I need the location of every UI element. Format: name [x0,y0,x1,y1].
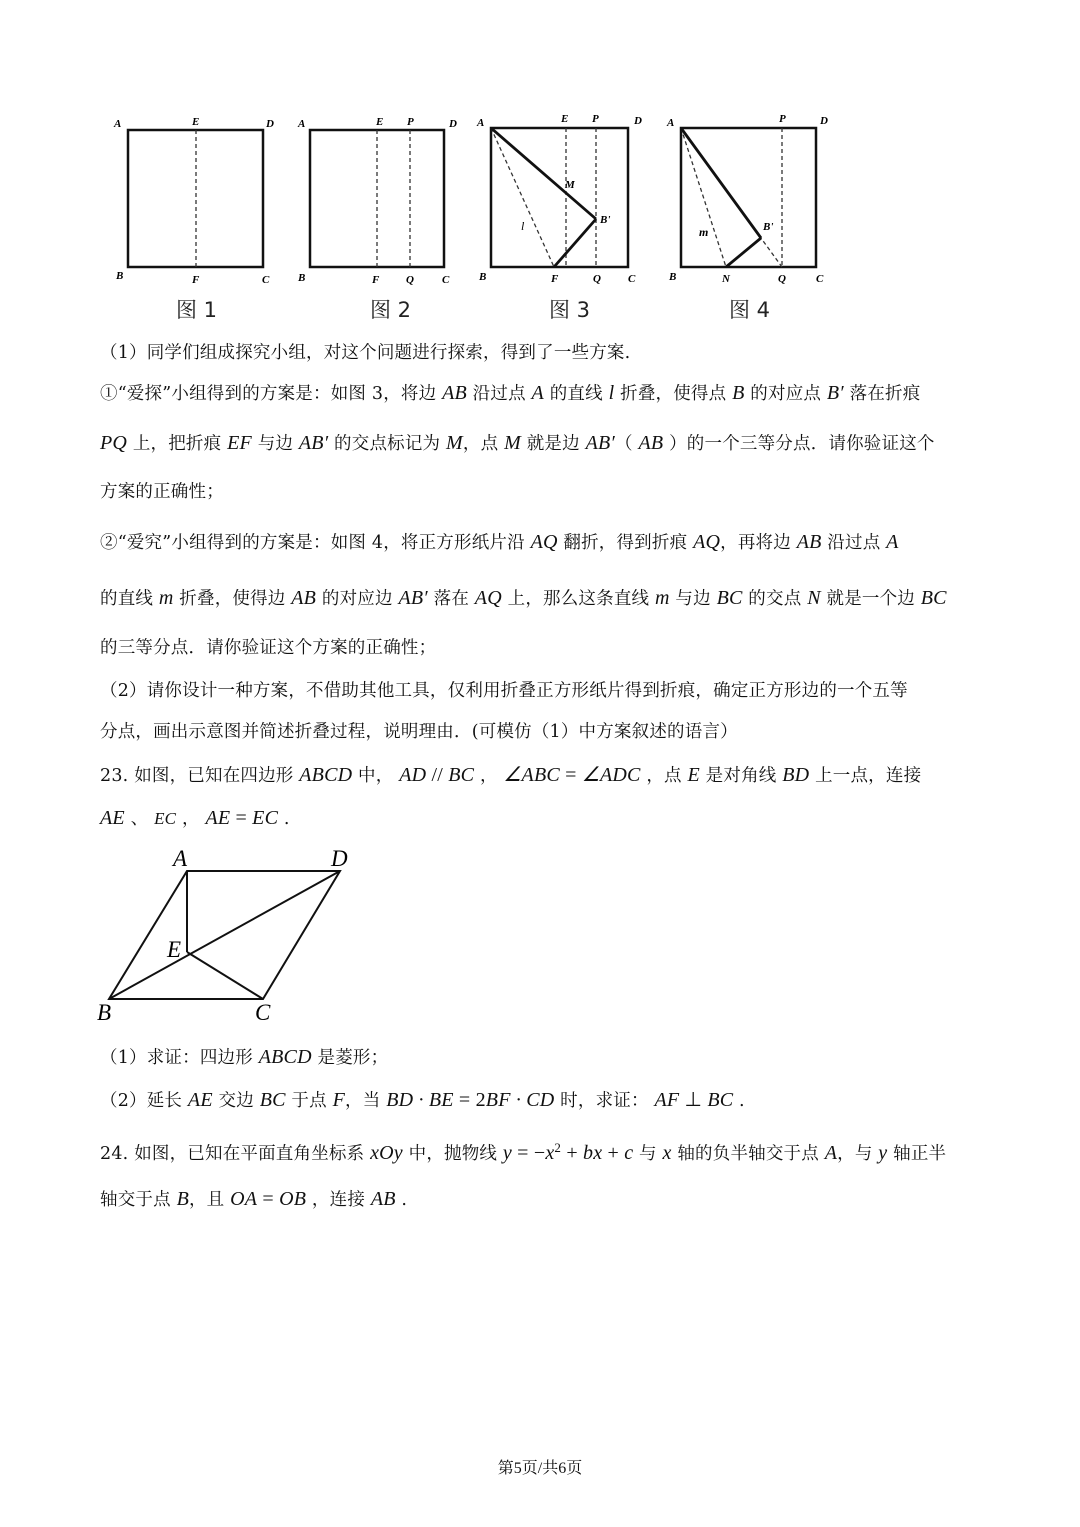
diagonal-bd [109,871,340,999]
label-p: P [592,113,599,125]
label-p: P [407,116,414,128]
question-part-1-intro: （1）同学们组成探究小组，对这个问题进行探索，得到了一些方案. [100,343,631,363]
label-f: F [192,274,200,286]
label-d: D [449,118,457,130]
segment-ab-prime [491,128,596,219]
label-q: Q [406,274,414,286]
plan-2-line-1: ②“爱究”小组得到的方案是：如图 4，将正方形纸片沿 AQ 翻折，得到折痕 AQ，再将边 AB 沿过点 A [100,531,899,553]
question-24-line-1: 24. 如图，已知在平面直角坐标系 xOy 中，抛物线 $y = -x^2$ + bx + c 与 x 轴的负半轴交于点 A，与 y 轴正半 [100,1140,947,1164]
fold-line-m [681,128,726,267]
label-d: D [820,115,828,127]
plan-2-line-2: 的直线 m 折叠，使得边 AB 的对应边 AB′ 落在 AQ 上，那么这条直线 m 与边 BC 的交点 N 就是一个边 BC [100,587,947,609]
label-c: C [442,274,450,286]
question-24-line-2: 轴交于点 B，且 OA = OB ，连接 AB . [100,1188,408,1210]
label-c: C [628,273,636,285]
label-c: C [255,1000,271,1025]
square-outline [491,128,628,267]
square-outline [128,130,263,267]
label-e: E [192,116,200,128]
question-23-part-1: （1）求证：四边形 ABCD 是菱形； [100,1046,389,1068]
square-outline [310,130,444,267]
question-part-2-line-2: 分点，画出示意图并简述折叠过程，说明理由．(可模仿（1）中方案叙述的语言） [100,722,738,742]
label-c: C [262,274,270,286]
label-d: D [634,115,642,127]
plan-2-line-3: 的三等分点．请你验证这个方案的正确性； [100,638,437,658]
label-a: A [173,846,188,871]
question-part-2-line-1: （2）请你设计一种方案，不借助其他工具，仅利用折叠正方形纸片得到折痕，确定正方形边的一个五等 [100,681,908,701]
label-a: A [477,117,485,129]
segment-ab-prime [681,128,761,238]
question-23-part-2: （2）延长 AE 交边 BC 于点 F，当 BD · BE = 2BF · CD 时，求证： AF ⊥ BC . [100,1089,745,1111]
label-e: E [561,113,569,125]
label-b-prime: B' [763,221,774,233]
page-footer: 第5页/共6页 [497,1460,583,1477]
label-q: Q [778,273,786,285]
segment-b-prime-f [554,219,596,267]
label-f: F [551,273,559,285]
plan-1-line-3: 方案的正确性； [100,482,224,502]
label-a: A [114,118,122,130]
label-d: D [331,846,348,871]
figure-1-caption: 图 1 [176,298,218,322]
label-q: Q [593,273,601,285]
label-n: N [722,273,730,285]
figure-1 [110,110,275,290]
label-a: A [667,117,675,129]
label-l: l [521,219,525,233]
label-e: E [167,937,182,962]
label-e: E [376,116,384,128]
square-outline [681,128,816,267]
figure-2 [292,110,464,290]
label-d: D [266,118,274,130]
figure-3 [474,106,650,290]
fold-line-l [491,128,554,267]
plan-1-line-1: ①“爱探”小组得到的方案是：如图 3，将边 AB 沿过点 A 的直线 l 折叠，使得点 B 的对应点 B′ 落在折痕 [100,382,921,404]
label-b: B [97,1000,112,1025]
label-a: A [298,118,306,130]
figure-2-caption: 图 2 [370,298,412,322]
plan-1-line-2: PQ 上，把折痕 EF 与边 AB′ 的交点标记为 M，点 M 就是边 AB′（ AB ）的一个三等分点．请你验证这个 [100,432,935,454]
label-b-prime: B' [600,214,611,226]
label-b: B [116,270,124,282]
question-23-line-2: AE 、 EC ， AE = EC . [100,807,290,829]
segment-ec [187,952,263,999]
figure-4 [664,106,840,290]
figure-3-caption: 图 3 [549,298,591,322]
label-f: F [372,274,380,286]
figure-4-caption: 图 4 [729,298,771,322]
label-m: M [565,179,575,191]
segment-b-prime-n [726,238,761,267]
label-b: B [298,272,306,284]
rhombus-figure [95,842,365,1027]
label-m: m [699,225,709,239]
label-c: C [816,273,824,285]
label-b: B [479,271,487,283]
label-p: P [779,113,786,125]
label-b: B [669,271,677,283]
question-23-line-1: 23. 如图，已知在四边形 ABCD 中， AD // BC ， ∠ABC = ∠ADC ，点 E 是对角线 BD 上一点，连接 [100,764,922,786]
